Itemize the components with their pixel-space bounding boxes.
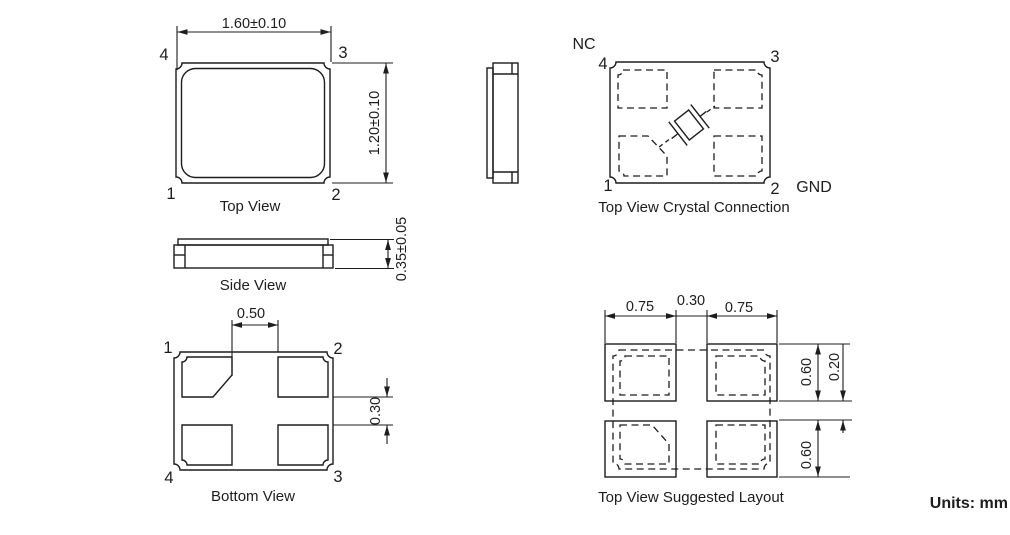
bottom-view-caption: Bottom View [211,488,295,505]
crystal-connection-pin-4: 4 [598,55,608,73]
side-view-caption: Side View [219,277,287,294]
suggested-layout-caption: Top View Suggested Layout [598,489,784,506]
gnd-label: GND [796,179,832,196]
bottom-view-pin-2: 2 [333,340,343,358]
top-view-height-dim-label: 1.20±0.10 [367,90,383,156]
units-note: Units: mm [929,495,1008,512]
layout-pad-height-bottom-label: 0.60 [799,440,815,470]
bottom-view-pad-gap-x-label: 0.50 [236,306,266,322]
top-view-width-dim-label: 1.60±0.10 [221,16,287,32]
top-view-pin-4: 4 [159,46,169,64]
top-view-pin-3: 3 [338,44,348,62]
crystal-connection-caption: Top View Crystal Connection [598,199,790,216]
bottom-view-pin-1: 1 [163,339,173,357]
layout-pad-gap-x-label: 0.30 [676,293,706,309]
crystal-connection-pin-1: 1 [603,177,613,195]
side-view-thickness-dim-label: 0.35±0.05 [394,216,410,282]
crystal-connection-pin-2: 2 [770,180,780,198]
layout-pad-height-top-label: 0.60 [799,357,815,387]
top-view-caption: Top View [219,198,281,215]
layout-pad-gap-y-label: 0.20 [827,352,843,382]
crystal-connection-pin-3: 3 [770,48,780,66]
nc-label: NC [572,36,596,53]
bottom-view-pin-3: 3 [333,468,343,486]
bottom-view-pad-gap-y-label: 0.30 [368,396,384,426]
top-view-pin-1: 1 [166,185,176,203]
layout-pad-width-left-label: 0.75 [625,299,655,315]
bottom-view-pin-4: 4 [164,469,174,487]
top-view-pin-2: 2 [331,186,341,204]
layout-pad-width-right-label: 0.75 [724,300,754,316]
